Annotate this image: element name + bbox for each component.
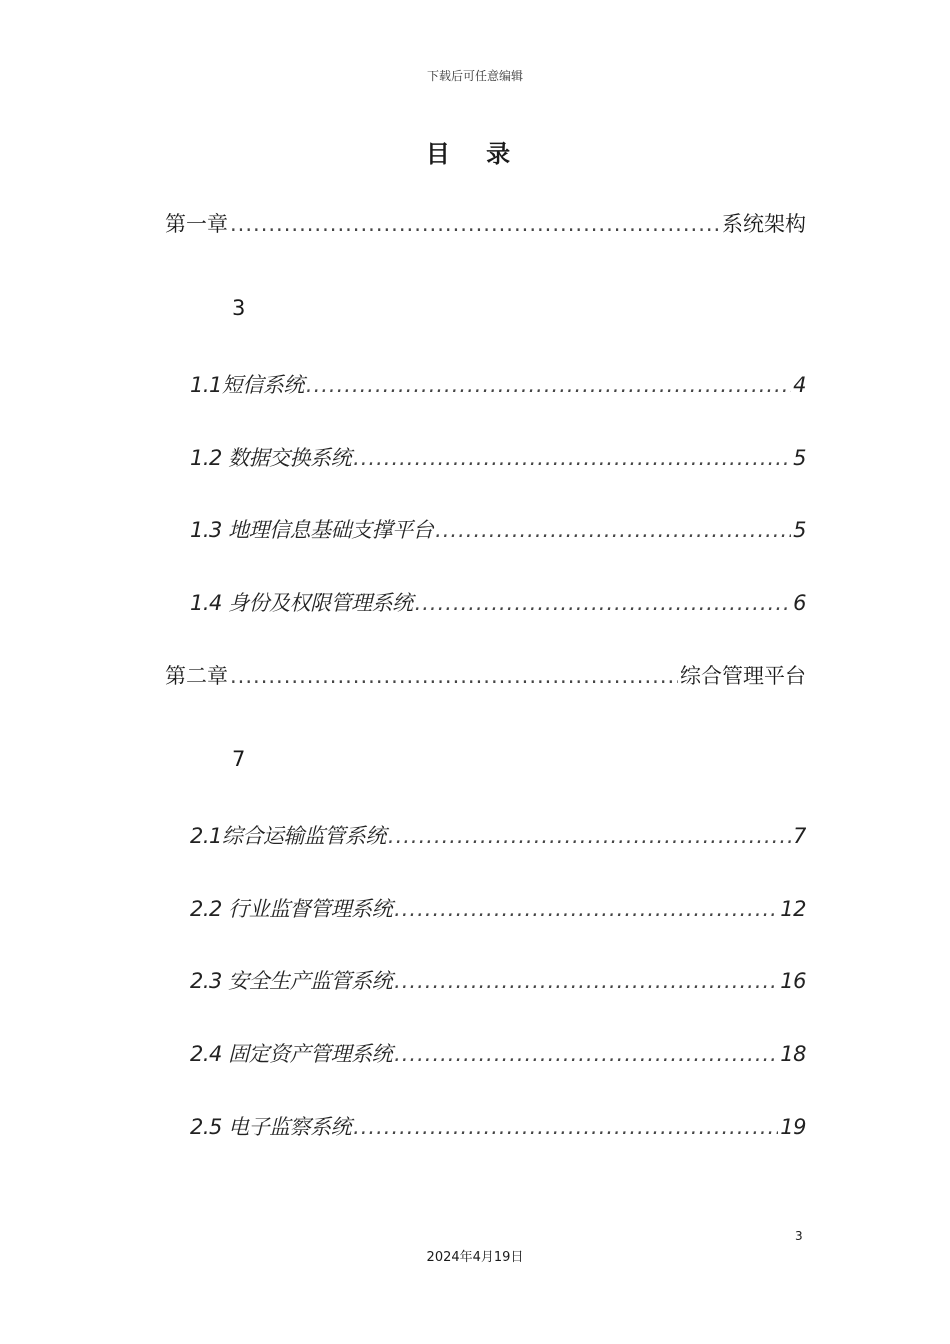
toc-page-number: 16 <box>780 969 806 993</box>
toc-page-number: 5 <box>793 518 806 542</box>
toc-entry-2-2[interactable] <box>190 893 806 923</box>
toc-page-number: 18 <box>780 1042 806 1066</box>
toc-entry-label: 2.1综合运输监管系统 <box>190 824 386 848</box>
leader-dots <box>394 897 778 921</box>
toc-entry-chapter-1[interactable] <box>165 208 806 238</box>
toc-entry-label: 1.3 地理信息基础支撑平台 <box>190 518 434 542</box>
toc-entry-2-3[interactable] <box>190 965 806 995</box>
toc-entry-1-1[interactable] <box>190 369 806 399</box>
toc-entry-2-5[interactable] <box>190 1111 806 1141</box>
page-header: 下载后可任意编辑 <box>426 69 523 83</box>
toc-entry-1-3[interactable] <box>190 514 806 544</box>
leader-dots <box>394 1042 778 1066</box>
toc-entry-1-2[interactable] <box>190 442 806 472</box>
toc-title: 目 录 <box>425 140 525 168</box>
toc-entry-label: 1.1短信系统 <box>190 373 304 397</box>
leader-dots <box>435 518 791 542</box>
toc-page-number: 19 <box>780 1115 806 1139</box>
toc-page-number: 5 <box>793 446 806 470</box>
page-number: 3 <box>795 1229 803 1243</box>
toc-entry-label: 第一章 <box>165 212 228 236</box>
toc-entry-2-1[interactable] <box>190 820 806 850</box>
toc-entry-label: 1.4 身份及权限管理系统 <box>190 591 413 615</box>
toc-page-number: 12 <box>780 897 806 921</box>
leader-dots <box>415 591 792 615</box>
leader-dots <box>353 1115 778 1139</box>
leader-dots <box>230 212 720 236</box>
toc-entry-label: 2.4 固定资产管理系统 <box>190 1042 393 1066</box>
footer-date: 2024年4月19日 <box>426 1250 524 1265</box>
toc-entry-label: 2.3 安全生产监管系统 <box>190 969 393 993</box>
toc-entry-label: 2.5 电子监察系统 <box>190 1115 352 1139</box>
leader-dots <box>388 824 791 848</box>
toc-entry-2-4[interactable] <box>190 1038 806 1068</box>
toc-entry-label: 第二章 <box>165 664 228 688</box>
toc-entry-1-4[interactable] <box>190 587 806 617</box>
toc-entry-label: 1.2 数据交换系统 <box>190 446 352 470</box>
toc-page-number: 6 <box>793 591 806 615</box>
leader-dots <box>230 664 678 688</box>
toc-entry-title: 综合管理平台 <box>680 664 806 688</box>
toc-page-number: 4 <box>793 373 806 397</box>
toc-page-number: 7 <box>232 747 246 771</box>
toc-entry-label: 2.2 行业监督管理系统 <box>190 897 393 921</box>
toc-entry-chapter-2[interactable] <box>165 660 806 690</box>
toc-page-number: 3 <box>232 296 246 320</box>
leader-dots <box>353 446 791 470</box>
leader-dots <box>306 373 791 397</box>
leader-dots <box>394 969 778 993</box>
toc-entry-title: 系统架构 <box>722 212 806 236</box>
toc-page-number: 7 <box>793 824 806 848</box>
